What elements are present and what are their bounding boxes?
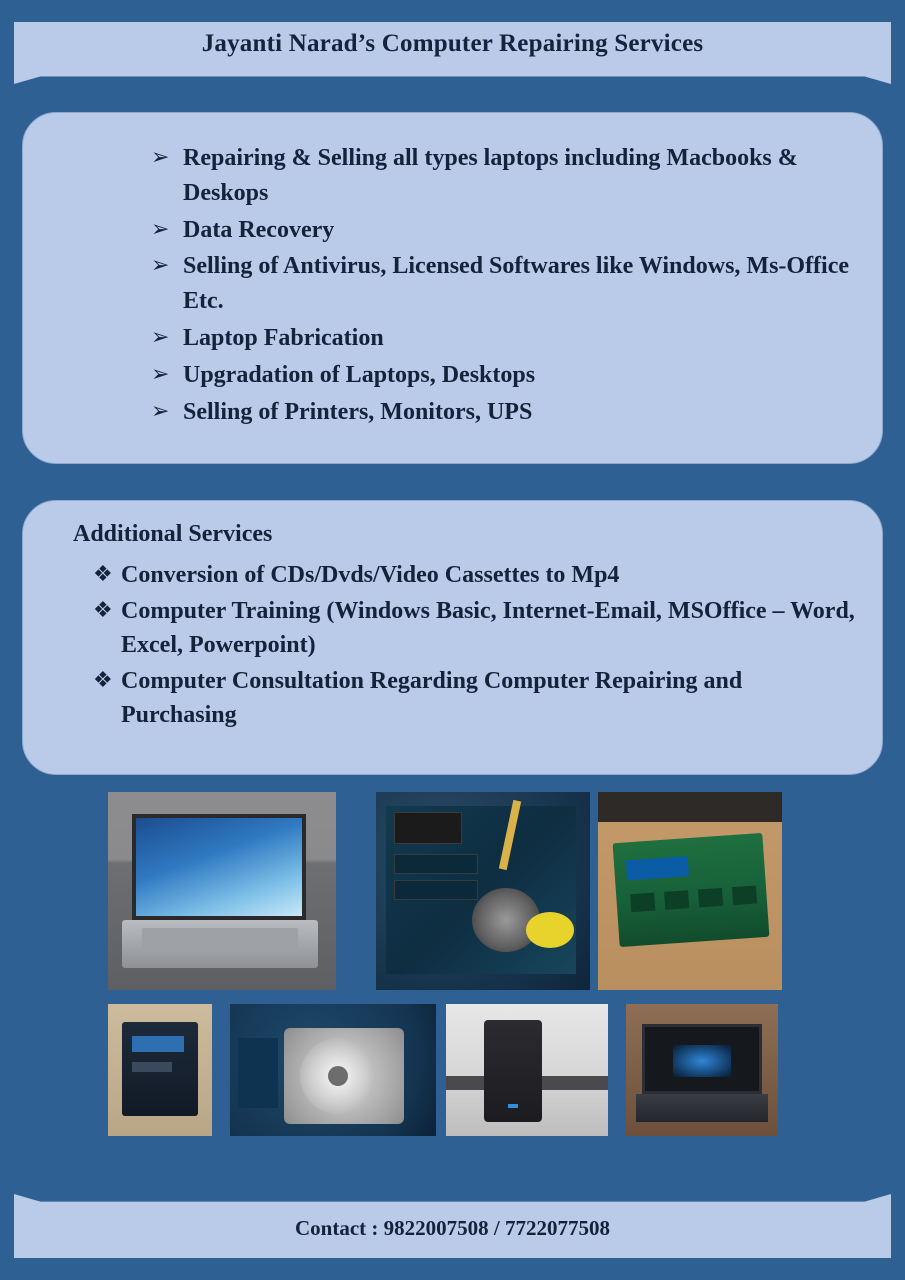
gaming-laptop-keyboard-shape [636, 1094, 768, 1122]
photo-gaming-laptop-image [626, 1004, 778, 1136]
photo-desktop-cabinet [446, 1004, 608, 1136]
list-item-label: Upgradation of Laptops, Desktops [183, 361, 536, 388]
power-led-icon [508, 1104, 518, 1108]
photo-laptop-windows-desk [108, 792, 336, 990]
gaming-laptop-screen-shape [642, 1024, 762, 1094]
list-item-label: Selling of Printers, Monitors, UPS [183, 398, 533, 425]
contact-info: Contact : 9822007508 / 7722077508 [295, 1216, 610, 1240]
ram-chip-shape [732, 885, 757, 905]
photo-crucial-ram-module [598, 792, 782, 990]
ram-chip-shape [698, 888, 723, 908]
photo-desktop-cabinet-image [446, 1004, 608, 1136]
photo-ram-image [598, 792, 782, 990]
list-item [93, 558, 856, 592]
arrow-bullet-icon: ➢ [151, 323, 170, 349]
additional-services-list [93, 558, 856, 732]
main-services-list [151, 141, 852, 429]
list-item-label: Data Recovery [183, 216, 335, 243]
photo-hard-disk-on-motherboard [230, 1004, 436, 1136]
ssd-body-shape [122, 1022, 198, 1116]
arrow-bullet-icon: ➢ [151, 144, 170, 169]
screen-glow-shape [673, 1045, 731, 1077]
photo-laptop-internals-motherboard [376, 792, 590, 990]
list-item-label: Repairing & Selling all types laptops including Macbooks & Deskops [183, 145, 798, 206]
arrow-bullet-icon: ➢ [151, 215, 170, 241]
hard-disk-shape [284, 1028, 404, 1124]
photo-edge-shadow [598, 792, 782, 822]
list-item [151, 358, 852, 393]
diamond-bullet-icon: ❖ [93, 667, 113, 693]
photo-laptop-internals-image [376, 792, 590, 990]
ram-label-shape [626, 856, 689, 880]
arrow-bullet-icon: ➢ [151, 252, 170, 278]
ssd-label-shape [132, 1036, 184, 1052]
list-item [151, 395, 852, 430]
ram-chip-shape [664, 890, 689, 910]
laptop-keyboard-shape [142, 928, 298, 952]
additional-services-panel [22, 500, 883, 775]
list-item [151, 249, 852, 319]
photo-ssd-drive [108, 1004, 212, 1136]
laptop-screen-shape [132, 814, 306, 920]
photo-laptop-windows-desk-image [108, 792, 336, 990]
list-item [151, 213, 852, 248]
ram-chip-shape [630, 893, 655, 913]
list-item-label: Laptop Fabrication [183, 324, 384, 351]
chip-shape [394, 812, 462, 844]
cabinet-shape [484, 1020, 542, 1122]
arrow-bullet-icon: ➢ [151, 397, 170, 423]
list-item [151, 321, 852, 356]
list-item [151, 141, 852, 211]
photo-ssd-image [108, 1004, 212, 1136]
ram-slot-shape [394, 854, 478, 874]
list-item-label: Computer Consultation Regarding Computer Repairing and Purchasing [121, 668, 743, 729]
title-ribbon [14, 22, 891, 84]
page-title: Jayanti Narad’s Computer Repairing Services [201, 30, 704, 57]
ram-slot-shape [394, 880, 478, 900]
list-item [93, 594, 856, 662]
additional-services-heading: Additional Services [73, 521, 273, 547]
list-item-label: Computer Training (Windows Basic, Internet-Email, MSOffice – Word, Excel, Powerpoint) [121, 598, 855, 659]
main-services-panel [22, 112, 883, 464]
list-item [93, 664, 856, 732]
arrow-bullet-icon: ➢ [151, 360, 170, 386]
ram-module-shape [613, 833, 770, 947]
spindle-hub-shape [328, 1066, 348, 1086]
list-item-label: Conversion of CDs/Dvds/Video Cassettes to Mp4 [121, 562, 620, 588]
diamond-bullet-icon: ❖ [93, 597, 113, 623]
photo-hard-disk-image [230, 1004, 436, 1136]
diamond-bullet-icon: ❖ [93, 561, 113, 586]
ssd-sublabel-shape [132, 1062, 172, 1072]
list-item-label: Selling of Antivirus, Licensed Softwares like Windows, Ms-Office Etc. [183, 253, 850, 315]
photo-gallery [0, 792, 905, 1152]
contact-ribbon [14, 1194, 891, 1258]
photo-gaming-laptop [626, 1004, 778, 1136]
tool-shape [526, 912, 574, 948]
pci-slot-shape [238, 1038, 278, 1108]
